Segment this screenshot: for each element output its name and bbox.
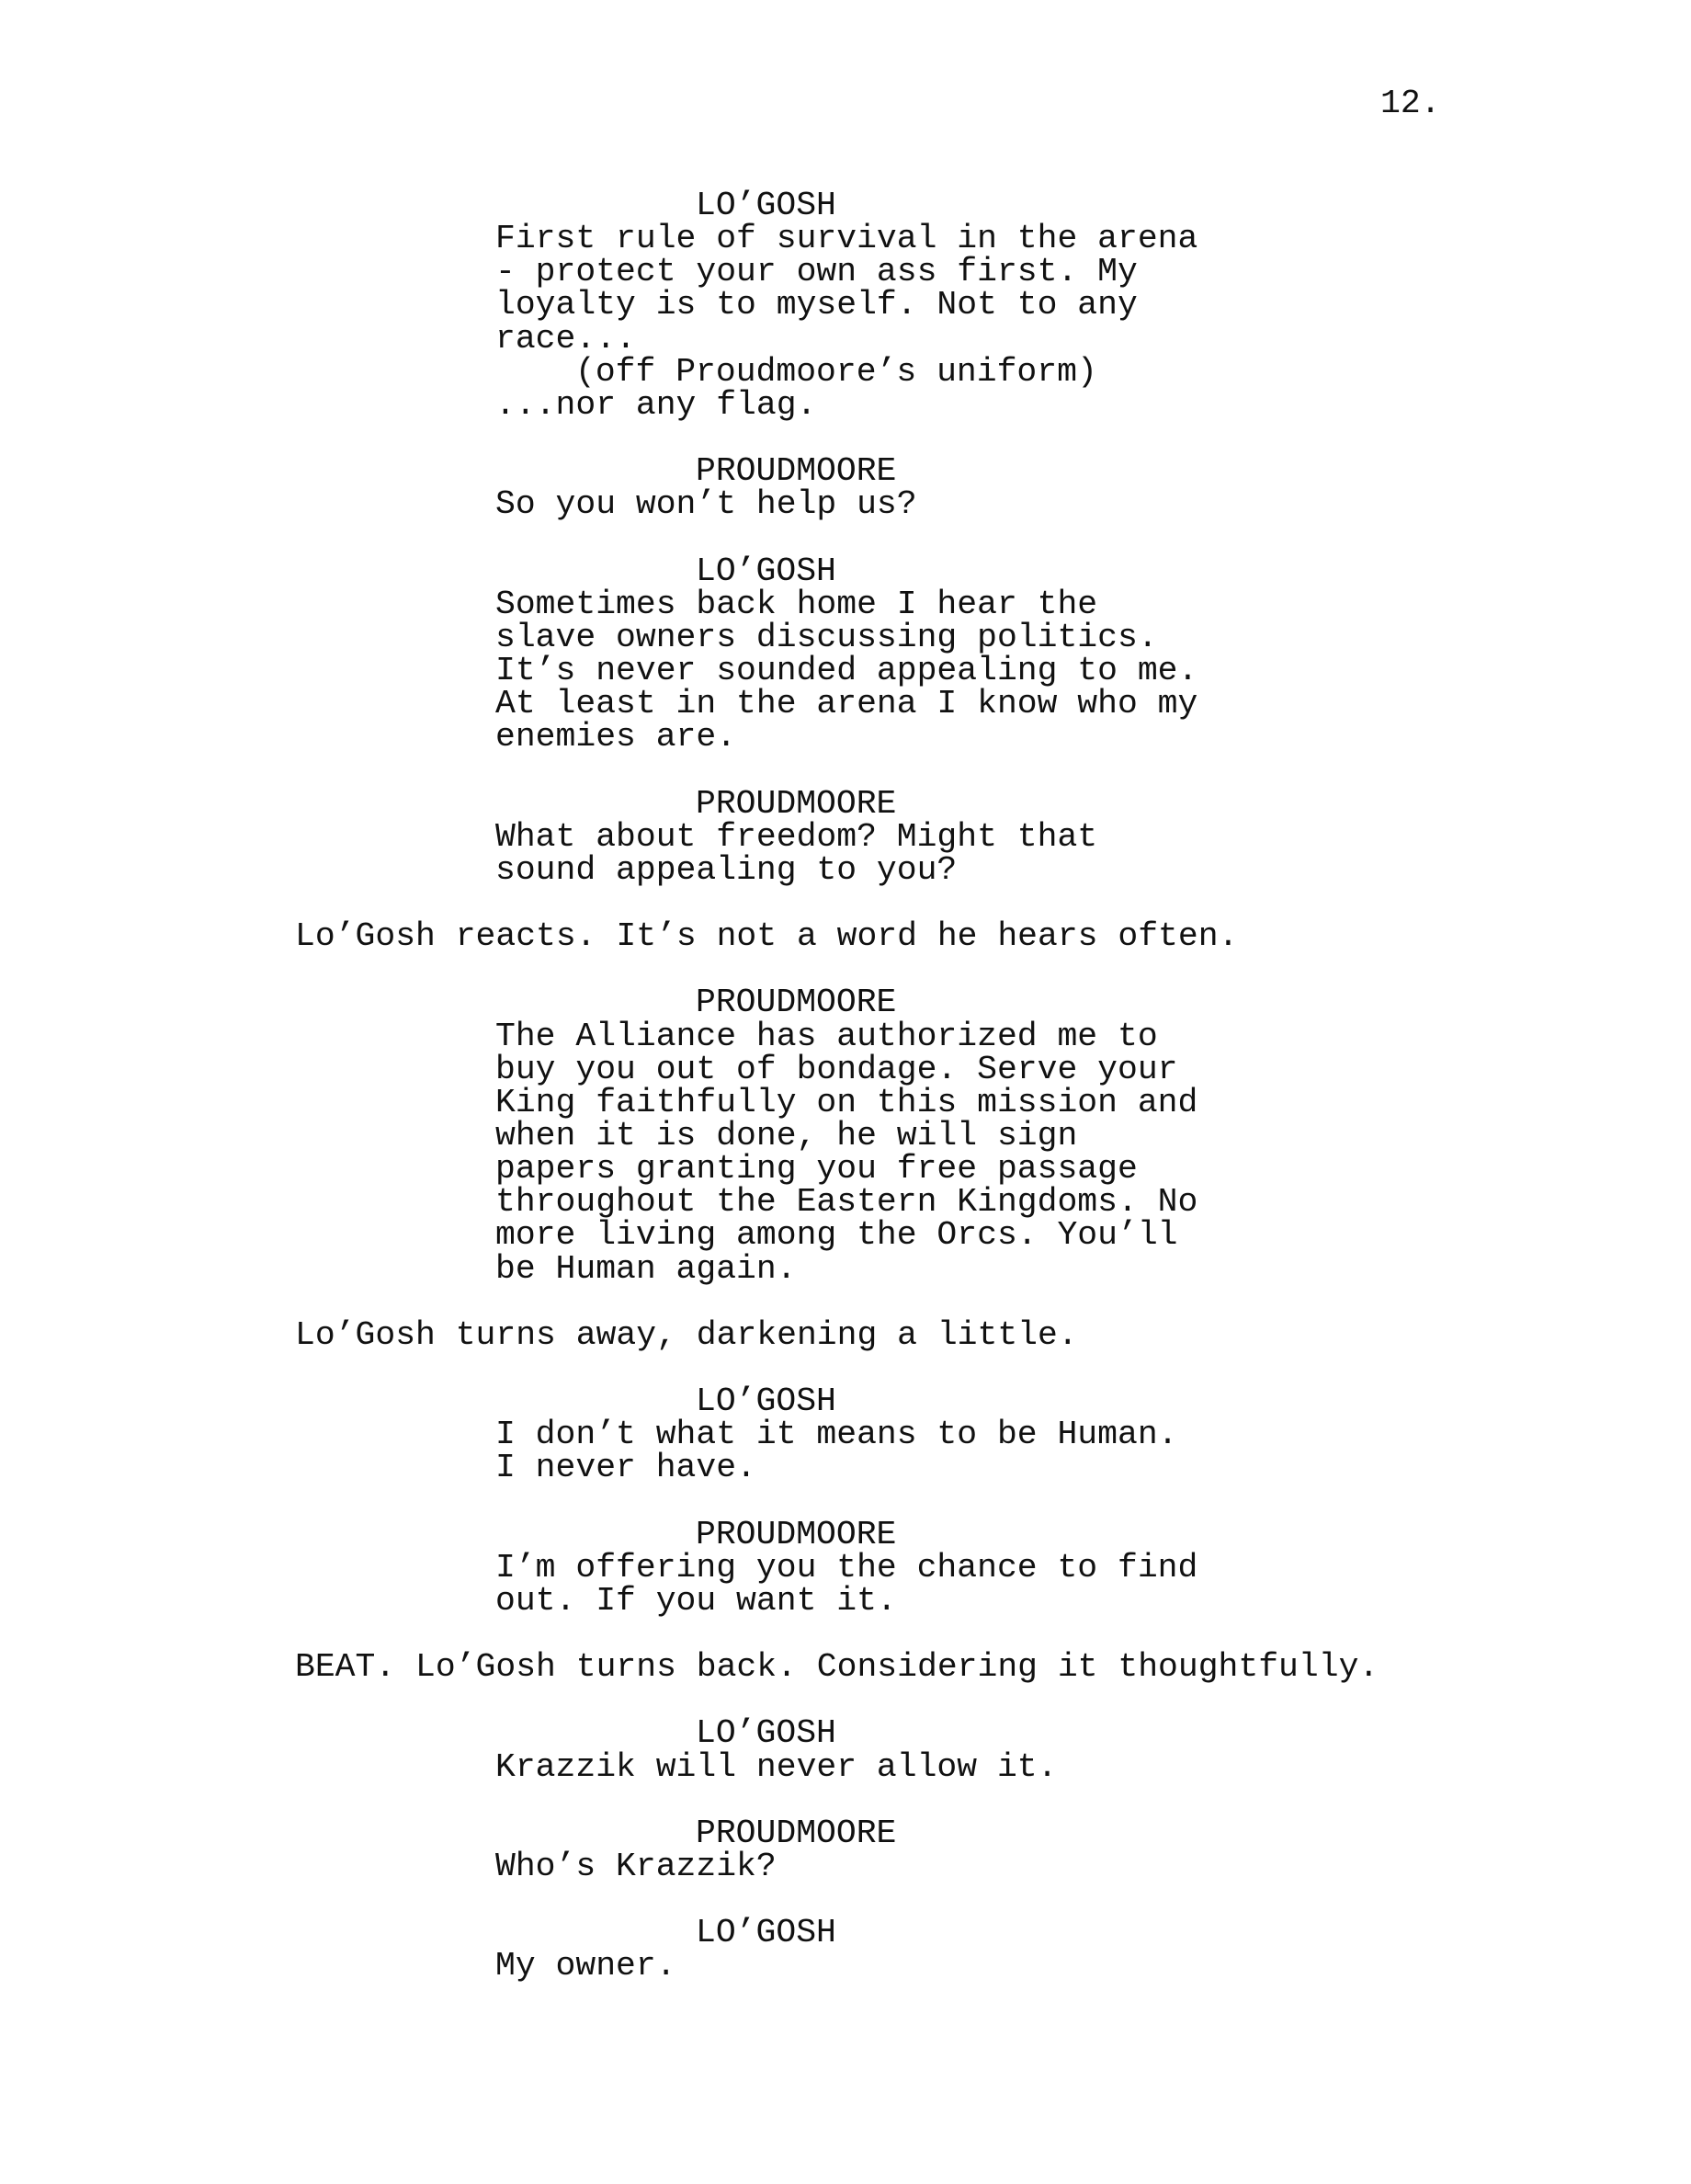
dialogue-line: King faithfully on this mission and — [495, 1083, 1198, 1121]
blank-line — [295, 422, 1435, 455]
dialogue-line: The Alliance has authorized me to — [495, 1017, 1158, 1055]
dialogue-line: enemies are. — [495, 718, 737, 756]
dialogue-line: It’s never sounded appealing to me. — [495, 651, 1198, 689]
character-cue: PROUDMOORE — [696, 452, 897, 491]
dialogue-line: What about freedom? Might that — [495, 817, 1098, 856]
dialogue-line: race... — [495, 319, 636, 358]
dialogue-line: when it is done, he will sign — [495, 1116, 1078, 1155]
dialogue-line: At least in the arena I know who my — [495, 685, 1198, 723]
action-line: Lo’Gosh turns away, darkening a little. — [295, 1315, 1078, 1354]
blank-line — [295, 1883, 1435, 1917]
blank-line — [295, 1484, 1435, 1518]
character-cue: LO’GOSH — [696, 187, 836, 224]
character-cue: LO’GOSH — [696, 552, 836, 590]
blank-line — [295, 521, 1435, 554]
dialogue-line: I don’t what it means to be Human. — [495, 1416, 1178, 1454]
dialogue-line: - protect your own ass first. My — [495, 253, 1138, 291]
blank-line — [295, 1352, 1435, 1385]
dialogue-line: I never have. — [495, 1449, 756, 1487]
dialogue-line: Sometimes back home I hear the — [495, 585, 1098, 623]
character-cue: PROUDMOORE — [696, 1515, 897, 1553]
action-line: BEAT. Lo’Gosh turns back. Considering it thoughtfully. — [295, 1648, 1379, 1687]
dialogue-line: slave owners discussing politics. — [495, 618, 1158, 656]
dialogue-line: loyalty is to myself. Not to any — [495, 286, 1138, 324]
dialogue-line: out. If you want it. — [495, 1581, 897, 1620]
blank-line — [295, 1784, 1435, 1817]
dialogue-line: throughout the Eastern Kingdoms. No — [495, 1183, 1198, 1222]
dialogue-line: buy you out of bondage. Serve your — [495, 1050, 1178, 1088]
character-cue: PROUDMOORE — [696, 984, 897, 1022]
action-line: Lo’Gosh reacts. It’s not a word he hears often. — [295, 917, 1239, 956]
blank-line — [295, 1684, 1435, 1717]
dialogue-line: So you won’t help us? — [495, 485, 917, 524]
dialogue-line: sound appealing to you? — [495, 850, 958, 889]
dialogue-line: Who’s Krazzik? — [495, 1848, 777, 1886]
character-cue: LO’GOSH — [696, 1382, 836, 1421]
blank-line — [295, 953, 1435, 986]
character-cue: LO’GOSH — [696, 1914, 836, 1952]
dialogue-line: be Human again. — [495, 1249, 797, 1288]
parenthetical: (off Proudmoore’s uniform) — [575, 352, 1097, 391]
dialogue-line: First rule of survival in the arena — [495, 220, 1198, 258]
dialogue-line: more living among the Orcs. You’ll — [495, 1216, 1178, 1255]
dialogue-line: Krazzik will never allow it. — [495, 1747, 1058, 1786]
blank-line — [295, 1286, 1435, 1319]
character-cue: PROUDMOORE — [696, 784, 897, 823]
blank-line — [295, 754, 1435, 787]
page-number: 12. — [1380, 85, 1441, 122]
blank-line — [295, 1618, 1435, 1651]
character-cue: PROUDMOORE — [696, 1814, 897, 1852]
dialogue-line: My owner. — [495, 1947, 676, 1985]
dialogue-line: I’m offering you the chance to find — [495, 1548, 1198, 1587]
blank-line — [295, 887, 1435, 920]
dialogue-line: papers granting you free passage — [495, 1150, 1138, 1189]
character-cue: LO’GOSH — [696, 1714, 836, 1753]
dialogue-line: ...nor any flag. — [495, 385, 817, 424]
screenplay-body — [295, 189, 1435, 1984]
